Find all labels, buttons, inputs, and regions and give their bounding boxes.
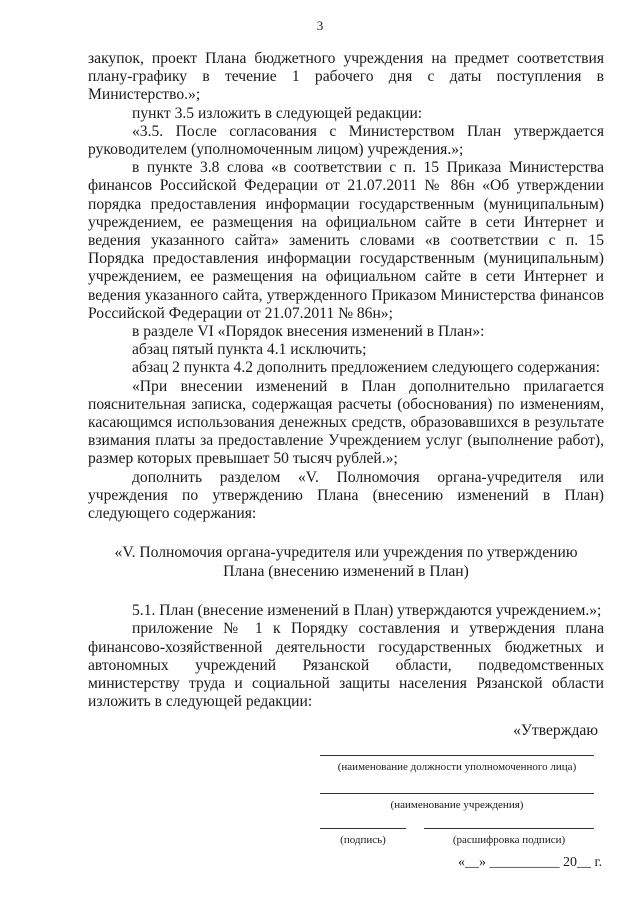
- paragraph: «3.5. После согласования с Министерством План утверждается руководителем (уполномоченным лицом) учреждения.»;: [88, 122, 604, 159]
- paragraph: дополнить разделом «V. Полномочия органа-учредителя или учреждения по утверждению Плана (внесению изменений в План) следующего содержания:: [88, 468, 604, 523]
- section-heading-line-1: «V. Полномочия органа-учредителя или учреждения по утверждению: [114, 544, 578, 562]
- paragraph: в разделе VI «Порядок внесения изменений в План»:: [132, 323, 485, 341]
- paragraph: 5.1. План (внесение изменений в План) утверждаются учреждением.»;: [132, 602, 602, 620]
- section-heading: [88, 543, 604, 581]
- paragraph: закупок, проект Плана бюджетного учреждения на предмет соответствия плану-графику в течение 1 рабочего дня с даты поступления в Министерство.»;: [88, 50, 604, 104]
- section-heading-line-2: Плана (внесению изменений в План): [223, 563, 469, 581]
- approval-block: [88, 740, 604, 900]
- paragraph: абзац 2 пункта 4.2 дополнить предложением следующего содержания:: [132, 359, 601, 377]
- decoding-caption: (расшифровка подписи): [452, 833, 566, 846]
- position-caption: (наименование должности уполномоченного лица): [337, 760, 577, 773]
- paragraph: пункт 3.5 изложить в следующей редакции:: [132, 104, 423, 122]
- signature-caption: (подпись): [340, 833, 386, 846]
- paragraph: приложение № 1 к Порядку составления и утверждения плана финансово-хозяйственной деятельности государственных бюджетных и автономных учреждений Рязанской области, подведомственных министерству труда и социальной защиты населения Рязанской области изложить в следующей редакции:: [88, 620, 604, 711]
- institution-caption: (наименование учреждения): [390, 798, 524, 811]
- paragraph-list-after: [88, 602, 604, 711]
- page-number: 3: [316, 18, 324, 33]
- paragraph: «При внесении изменений в План дополнительно прилагается пояснительная записка, содержащая расчеты (обоснования) по изменениям, касающимся использования денежных средств, образовавшихся в результате взимания платы за предоставление Учреждением услуг (выполнение работ), размер которых превышает 50 тысяч рублей.»;: [88, 377, 604, 468]
- decoding-line: [424, 828, 594, 829]
- approval-label: «Утверждаю: [513, 721, 598, 739]
- signature-line: [320, 828, 406, 829]
- paragraph-list: [88, 50, 604, 523]
- approval-date: «__» __________ 20__ г.: [458, 854, 603, 870]
- document-body: [88, 50, 604, 900]
- position-line: [320, 755, 594, 756]
- institution-line: [320, 793, 594, 794]
- paragraph: в пункте 3.8 слова «в соответствии с п. 15 Приказа Министерства финансов Российской Федерации от 21.07.2011 № 86н «Об утверждении порядка предоставления информации государственным (муниципальным) учреждением, ее размещения на официальном сайте в сети Интернет и ведения указанного сайта» заменить словами «в соответствии с п. 15 Порядка предоставления информации государственным (муниципальным) учреждением, ее размещения на официальном сайте в сети Интернет и ведения указанного сайта, утвержденного Приказом Министерства финансов Российской Федерации от 21.07.2011 № 86н»;: [88, 159, 604, 322]
- paragraph: абзац пятый пункта 4.1 исключить;: [132, 341, 367, 359]
